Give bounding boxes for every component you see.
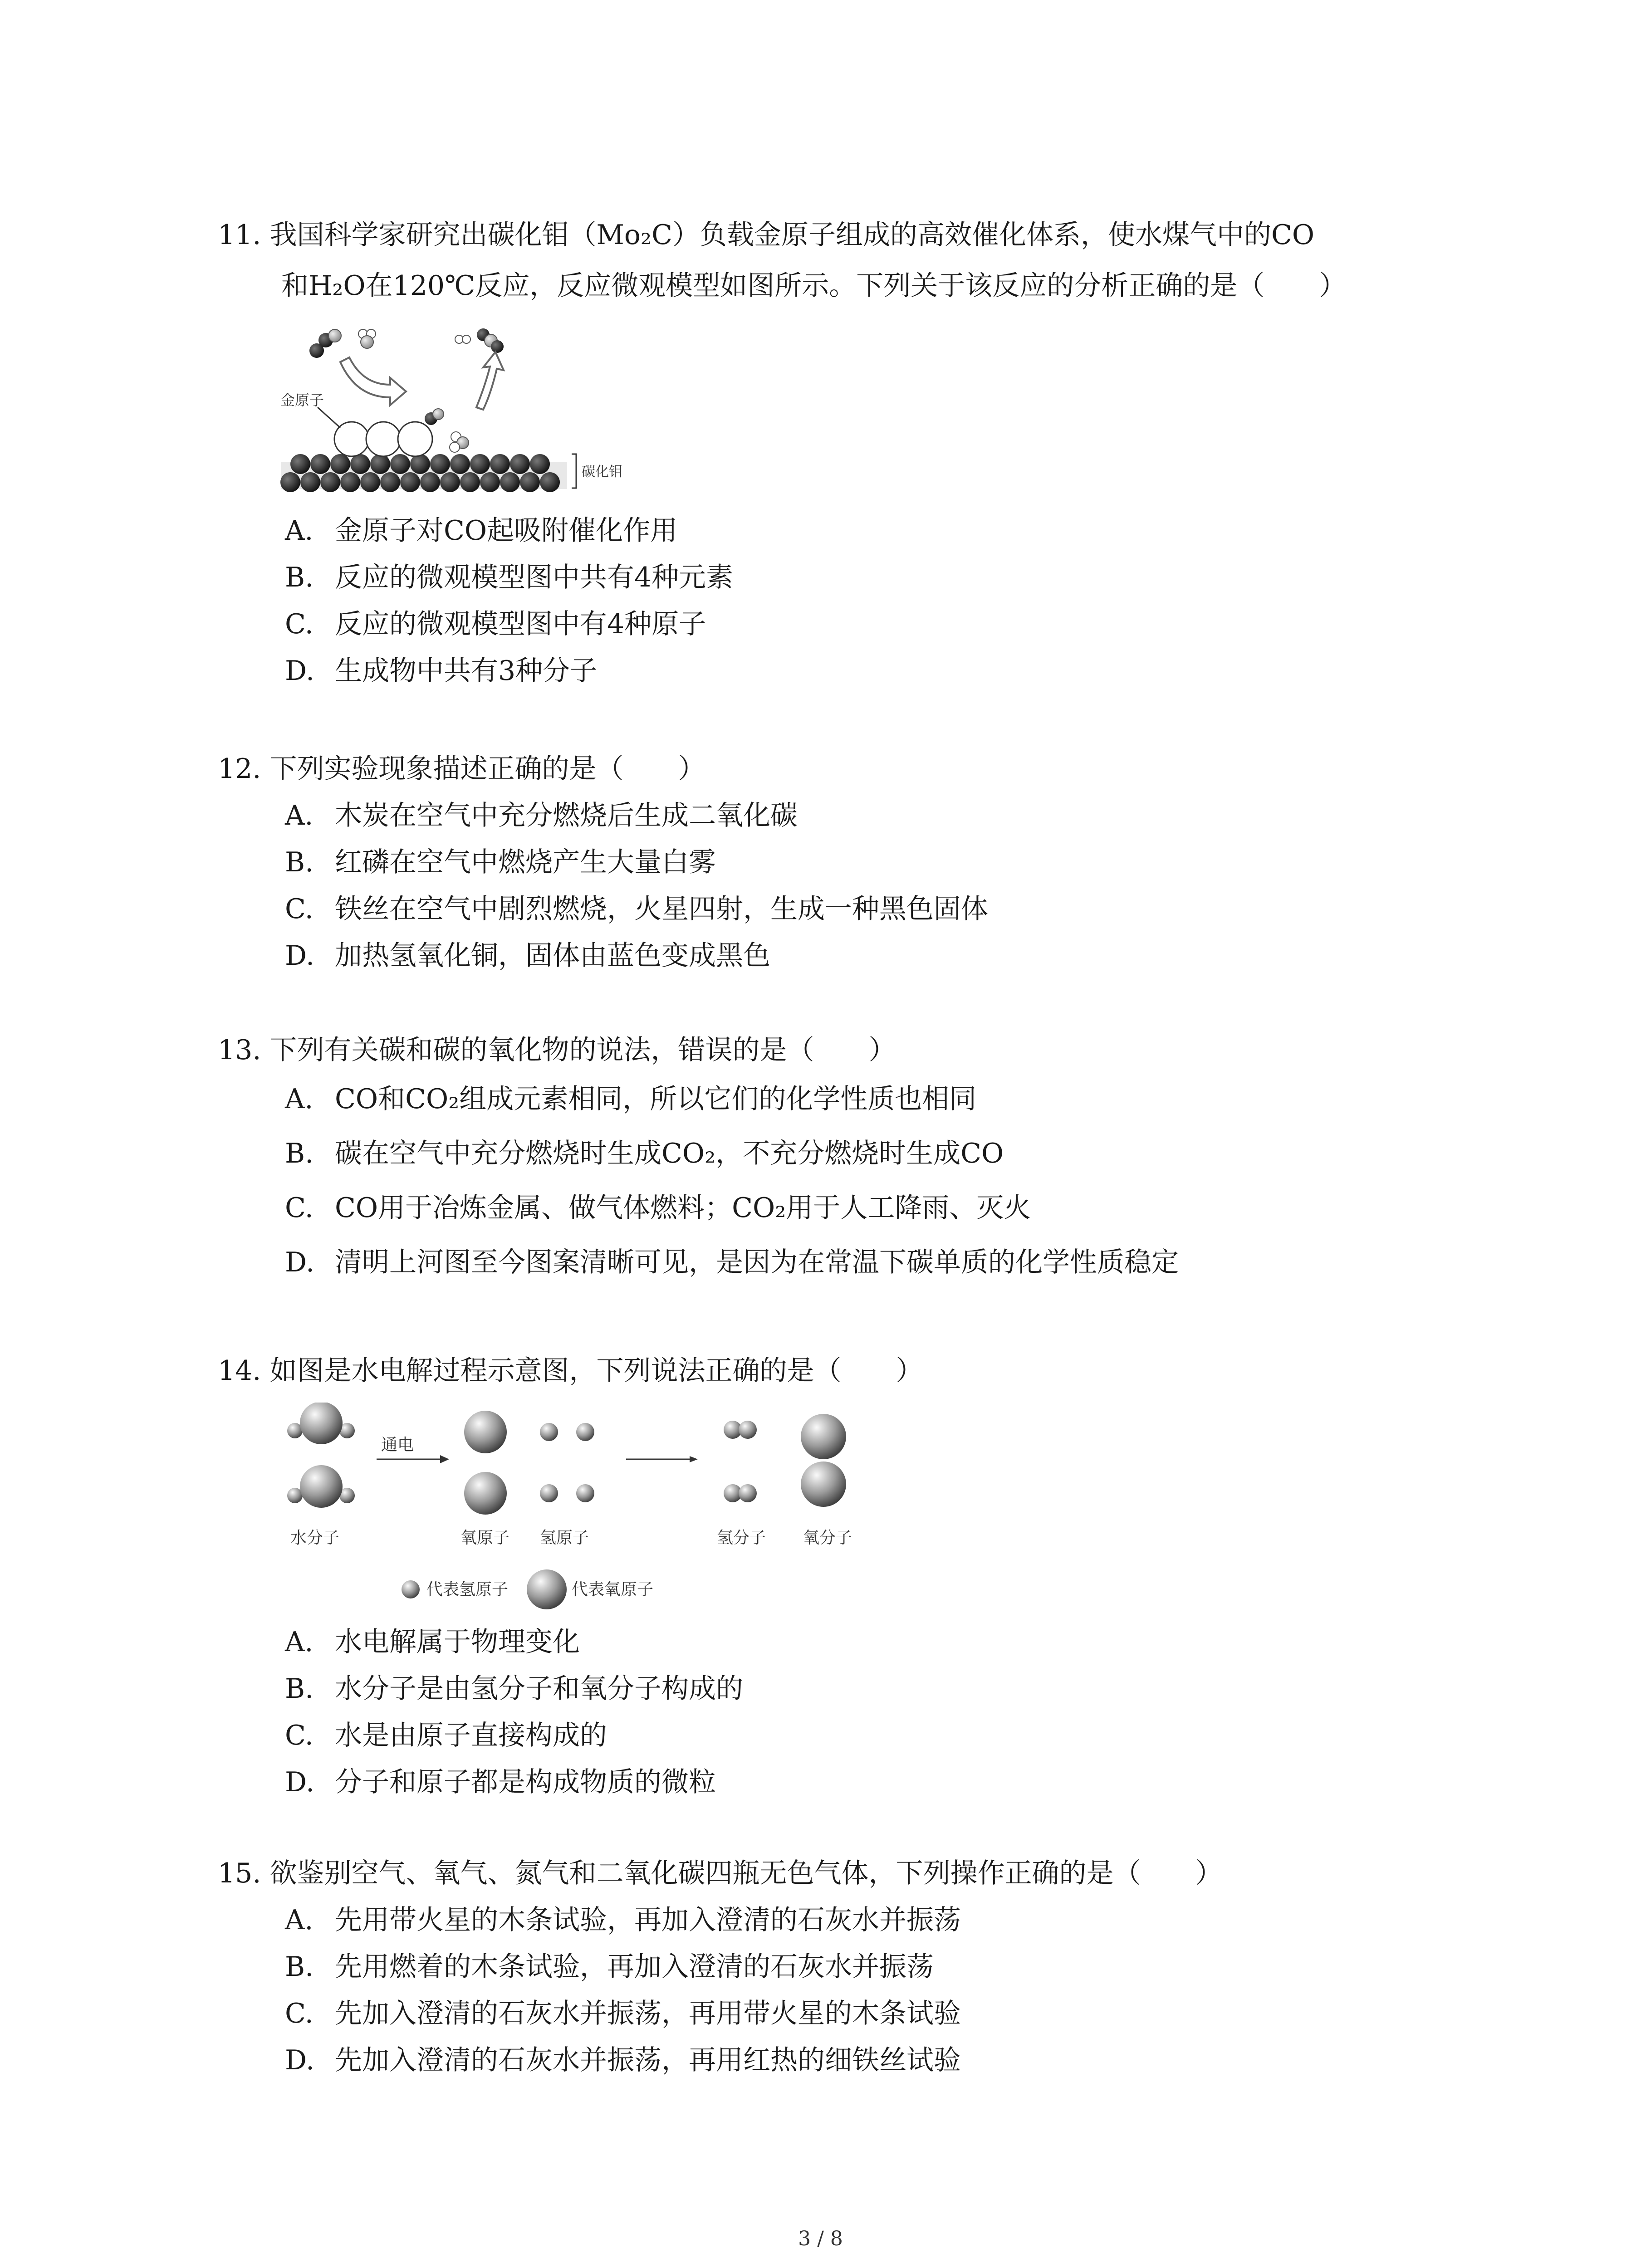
option-letter: D. xyxy=(285,1246,315,1278)
option-b xyxy=(285,844,716,880)
option-text: CO和CO₂组成元素相同，所以它们的化学性质也相同 xyxy=(335,1083,977,1115)
option-text: 先加入澄清的石灰水并振荡，再用红热的细铁丝试验 xyxy=(335,2044,961,2076)
water-molecules xyxy=(287,1403,355,1508)
option-letter: B. xyxy=(285,1673,314,1705)
option-text: 分子和原子都是构成物质的微粒 xyxy=(335,1766,716,1798)
substrate-label-text: 碳化钼 xyxy=(582,464,622,480)
option-a xyxy=(285,513,677,549)
legend-oxygen-label: 代表氧原子 xyxy=(572,1580,654,1599)
option-d xyxy=(285,653,597,689)
option-text: 木炭在空气中充分燃烧后生成二氧化碳 xyxy=(335,800,798,831)
reaction-arrows xyxy=(340,352,504,410)
gold-atom-label-text: 金原子 xyxy=(280,391,324,409)
option-c xyxy=(285,606,706,642)
water-molecule-label: 水分子 xyxy=(290,1529,340,1547)
electrolysis-label: 通电 xyxy=(381,1436,414,1454)
option-text: 水分子是由氢分子和氧分子构成的 xyxy=(335,1673,743,1705)
question-13-stem xyxy=(218,1032,896,1068)
water-electrolysis-diagram xyxy=(286,1403,989,1616)
question-number: 14. xyxy=(218,1355,261,1387)
option-c xyxy=(285,1717,607,1754)
option-letter: D. xyxy=(285,2044,315,2076)
reaction-arrow xyxy=(626,1456,698,1462)
option-text: 水是由原子直接构成的 xyxy=(335,1720,607,1751)
option-text: 碳在空气中充分燃烧时生成CO₂，不充分燃烧时生成CO xyxy=(335,1138,1004,1169)
option-text: 金原子对CO起吸附催化作用 xyxy=(335,515,678,547)
option-text: 加热氢氧化铜，固体由蓝色变成黑色 xyxy=(335,940,770,972)
option-text: 先用带火星的木条试验，再加入澄清的石灰水并振荡 xyxy=(335,1904,961,1936)
legend-hydrogen-label: 代表氢原子 xyxy=(426,1580,509,1599)
option-d xyxy=(285,1764,716,1800)
electrolysis-arrow xyxy=(377,1436,449,1463)
diagram-legend xyxy=(402,1569,653,1609)
option-text: 反应的微观模型图中共有4种元素 xyxy=(335,562,734,593)
question-15-stem xyxy=(218,1855,1223,1892)
option-a xyxy=(285,1081,976,1117)
option-letter: A. xyxy=(285,1904,314,1936)
option-text: CO用于冶炼金属、做气体燃料；CO₂用于人工降雨、灭火 xyxy=(335,1192,1031,1224)
option-letter: A. xyxy=(285,800,314,831)
separated-atoms xyxy=(464,1411,594,1515)
option-c xyxy=(285,1190,1031,1226)
option-text: 先用燃着的木条试验，再加入澄清的石灰水并振荡 xyxy=(335,1951,934,1983)
option-text: 先加入澄清的石灰水并振荡，再用带火星的木条试验 xyxy=(335,1998,961,2029)
question-12-stem xyxy=(218,751,705,787)
hydrogen-molecule-label: 氢分子 xyxy=(717,1529,766,1547)
option-text: 红磷在空气中燃烧产生大量白雾 xyxy=(335,846,716,878)
option-d xyxy=(285,938,770,974)
option-b xyxy=(285,1949,934,1985)
option-b xyxy=(285,1135,1004,1172)
question-number: 12. xyxy=(218,753,261,785)
option-a xyxy=(285,1902,961,1938)
reactant-molecules xyxy=(309,329,376,358)
option-d xyxy=(285,1244,1179,1281)
option-a xyxy=(285,797,798,834)
hydrogen-atom-label: 氢原子 xyxy=(540,1529,589,1547)
option-letter: A. xyxy=(285,1626,314,1658)
catalyst-reaction-diagram xyxy=(277,326,676,498)
option-text: 清明上河图至今图案清晰可见，是因为在常温下碳单质的化学性质稳定 xyxy=(335,1246,1179,1278)
option-letter: B. xyxy=(285,1951,314,1983)
option-c xyxy=(285,891,988,927)
question-text: 如图是水电解过程示意图，下列说法正确的是（ ） xyxy=(269,1355,923,1387)
option-letter: C. xyxy=(285,1720,314,1751)
product-molecules xyxy=(455,328,504,353)
option-letter: B. xyxy=(285,846,314,878)
question-text: 下列实验现象描述正确的是（ ） xyxy=(269,753,705,785)
question-number: 13. xyxy=(218,1034,261,1066)
option-text: 反应的微观模型图中有4种原子 xyxy=(335,608,706,640)
question-14-stem xyxy=(218,1353,923,1389)
option-letter: D. xyxy=(285,655,315,687)
option-d xyxy=(285,2042,961,2078)
question-text: 我国科学家研究出碳化钼（Mo₂C）负载金原子组成的高效催化体系，使水煤气中的CO xyxy=(269,219,1315,251)
option-letter: B. xyxy=(285,1138,314,1169)
question-text: 欲鉴别空气、氧气、氮气和二氧化碳四瓶无色气体，下列操作正确的是（ ） xyxy=(269,1857,1223,1889)
option-letter: C. xyxy=(285,893,314,925)
option-a xyxy=(285,1624,580,1660)
option-text: 铁丝在空气中剧烈燃烧，火星四射，生成一种黑色固体 xyxy=(335,893,988,925)
option-letter: D. xyxy=(285,940,315,972)
option-letter: C. xyxy=(285,608,314,640)
option-b xyxy=(285,1671,743,1707)
molybdenum-carbide-surface xyxy=(280,454,567,492)
option-text: 生成物中共有3种分子 xyxy=(335,655,598,687)
page-number: 3 / 8 xyxy=(798,2227,843,2250)
question-number: 15. xyxy=(218,1857,261,1889)
gold-atom-label xyxy=(280,391,340,428)
option-letter: A. xyxy=(285,1083,314,1115)
oxygen-molecule-label: 氧分子 xyxy=(803,1529,852,1547)
option-b xyxy=(285,559,733,596)
option-c xyxy=(285,1995,961,2032)
option-letter: C. xyxy=(285,1998,314,2029)
option-letter: C. xyxy=(285,1192,314,1224)
option-letter: B. xyxy=(285,562,314,593)
option-letter: D. xyxy=(285,1766,315,1798)
substrate-label xyxy=(572,454,622,488)
gold-atoms xyxy=(334,422,432,456)
question-number: 11. xyxy=(218,219,261,251)
question-11-stem-line-2: 和H₂O在120℃反应，反应微观模型如图所示。下列关于该反应的分析正确的是（ ） xyxy=(281,270,1347,302)
question-text: 下列有关碳和碳的氧化物的说法，错误的是（ ） xyxy=(269,1034,896,1066)
option-letter: A. xyxy=(285,515,314,547)
oxygen-atom-label: 氧原子 xyxy=(460,1529,510,1547)
option-text: 水电解属于物理变化 xyxy=(335,1626,580,1658)
question-11-stem-line-1 xyxy=(218,217,1314,253)
product-molecules xyxy=(724,1414,846,1507)
